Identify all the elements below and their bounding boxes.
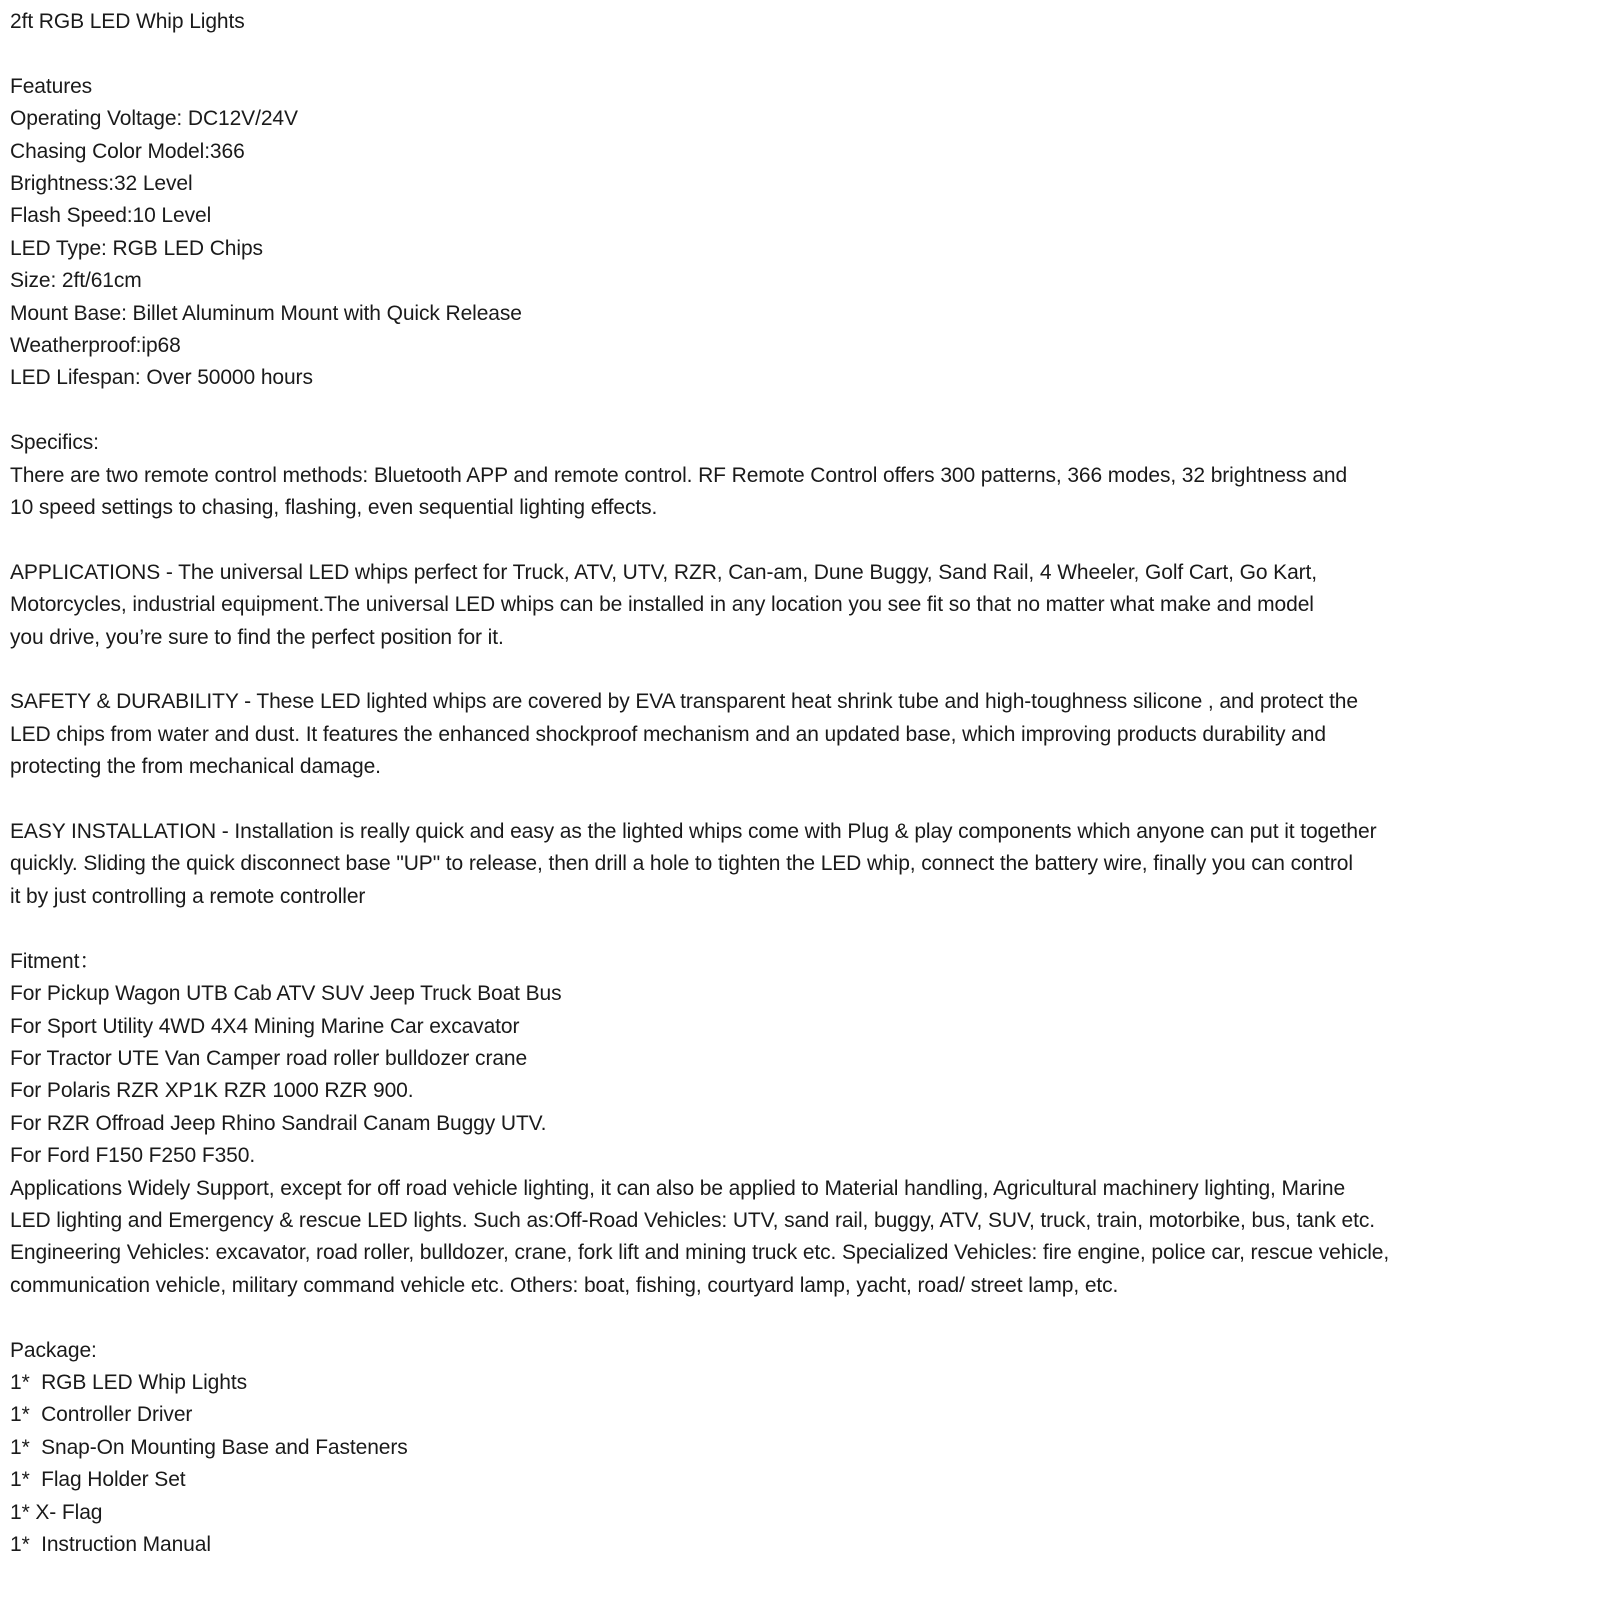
feature-item: Flash Speed:10 Level bbox=[10, 204, 212, 228]
applications-text-line: Motorcycles, industrial equipment.The universal LED whips can be installed in any location you see fit so that no matter what make and model bbox=[10, 593, 1314, 617]
package-section bbox=[10, 1335, 1590, 1562]
fitment-heading: Fitment： bbox=[10, 949, 101, 973]
installation-text-line: EASY INSTALLATION - Installation is really quick and easy as the lighted whips come with Plug & play components which anyone can put it together bbox=[10, 820, 1377, 844]
feature-item: Chasing Color Model:366 bbox=[10, 139, 245, 163]
title-section bbox=[10, 6, 1590, 38]
safety-text-line: SAFETY & DURABILITY - These LED lighted whips are covered by EVA transparent heat shrink tube and high-toughness silicone , and protect the bbox=[10, 690, 1358, 714]
feature-item: Size: 2ft/61cm bbox=[10, 269, 142, 293]
easy-installation-section bbox=[10, 816, 1590, 913]
installation-text-line: quickly. Sliding the quick disconnect base "UP" to release, then drill a hole to tighten the LED whip, connect the battery wire, finally you can control bbox=[10, 852, 1353, 876]
features-section bbox=[10, 71, 1590, 395]
installation-text-line: it by just controlling a remote controller bbox=[10, 884, 366, 908]
feature-item: Weatherproof:ip68 bbox=[10, 334, 181, 358]
safety-text-line: LED chips from water and dust. It features the enhanced shockproof mechanism and an updated base, which improving products durability and bbox=[10, 722, 1326, 746]
features-heading: Features bbox=[10, 74, 93, 98]
page-title: 2ft RGB LED Whip Lights bbox=[10, 10, 245, 33]
fitment-item: For Ford F150 F250 F350. bbox=[10, 1144, 256, 1168]
wide-support-text-line: communication vehicle, military command vehicle etc. Others: boat, fishing, courtyard lamp, yacht, road/ street lamp, etc. bbox=[10, 1273, 1119, 1297]
applications-section bbox=[10, 557, 1590, 654]
applications-text-line: you drive, you’re sure to find the perfect position for it. bbox=[10, 625, 504, 649]
fitment-item: For Polaris RZR XP1K RZR 1000 RZR 900. bbox=[10, 1079, 414, 1103]
specifics-section bbox=[10, 427, 1590, 524]
fitment-item: For RZR Offroad Jeep Rhino Sandrail Canam Buggy UTV. bbox=[10, 1111, 547, 1135]
wide-support-text-line: Applications Widely Support, except for off road vehicle lighting, it can also be applied to Material handling, Agricultural machinery lighting, Marine bbox=[10, 1176, 1346, 1200]
fitment-item: For Tractor UTE Van Camper road roller bulldozer crane bbox=[10, 1046, 528, 1070]
package-item: 1* X- Flag bbox=[10, 1500, 103, 1524]
fitment-section bbox=[10, 946, 1590, 1302]
applications-text-line: APPLICATIONS - The universal LED whips perfect for Truck, ATV, UTV, RZR, Can-am, Dune Buggy, Sand Rail, 4 Wheeler, Golf Cart, Go Kart, bbox=[10, 560, 1318, 584]
feature-item: Operating Voltage: DC12V/24V bbox=[10, 107, 298, 131]
feature-item: LED Type: RGB LED Chips bbox=[10, 236, 263, 260]
package-heading: Package: bbox=[10, 1338, 97, 1362]
specifics-heading: Specifics: bbox=[10, 431, 99, 455]
package-item: 1* Snap-On Mounting Base and Fasteners bbox=[10, 1435, 408, 1459]
specifics-text-line: 10 speed settings to chasing, flashing, even sequential lighting effects. bbox=[10, 496, 658, 520]
fitment-item: For Sport Utility 4WD 4X4 Mining Marine Car excavator bbox=[10, 1014, 520, 1038]
feature-item: LED Lifespan: Over 50000 hours bbox=[10, 366, 313, 390]
feature-item: Mount Base: Billet Aluminum Mount with Quick Release bbox=[10, 301, 522, 325]
safety-durability-section bbox=[10, 686, 1590, 783]
package-item: 1* Controller Driver bbox=[10, 1403, 193, 1427]
package-item: 1* RGB LED Whip Lights bbox=[10, 1370, 247, 1394]
wide-support-text-line: LED lighting and Emergency & rescue LED lights. Such as:Off-Road Vehicles: UTV, sand rail, buggy, ATV, SUV, truck, train, motorbike, bus, tank etc. bbox=[10, 1208, 1375, 1232]
safety-text-line: protecting the from mechanical damage. bbox=[10, 755, 381, 779]
fitment-item: For Pickup Wagon UTB Cab ATV SUV Jeep Truck Boat Bus bbox=[10, 982, 562, 1006]
package-item: 1* Flag Holder Set bbox=[10, 1468, 186, 1492]
specifics-text-line: There are two remote control methods: Bluetooth APP and remote control. RF Remote Control offers 300 patterns, 366 modes, 32 brightness and bbox=[10, 463, 1348, 487]
wide-support-text-line: Engineering Vehicles: excavator, road roller, bulldozer, crane, fork lift and mining truck etc. Specialized Vehicles: fire engine, police car, rescue vehicle, bbox=[10, 1241, 1390, 1265]
feature-item: Brightness:32 Level bbox=[10, 172, 193, 196]
package-item: 1* Instruction Manual bbox=[10, 1532, 211, 1556]
